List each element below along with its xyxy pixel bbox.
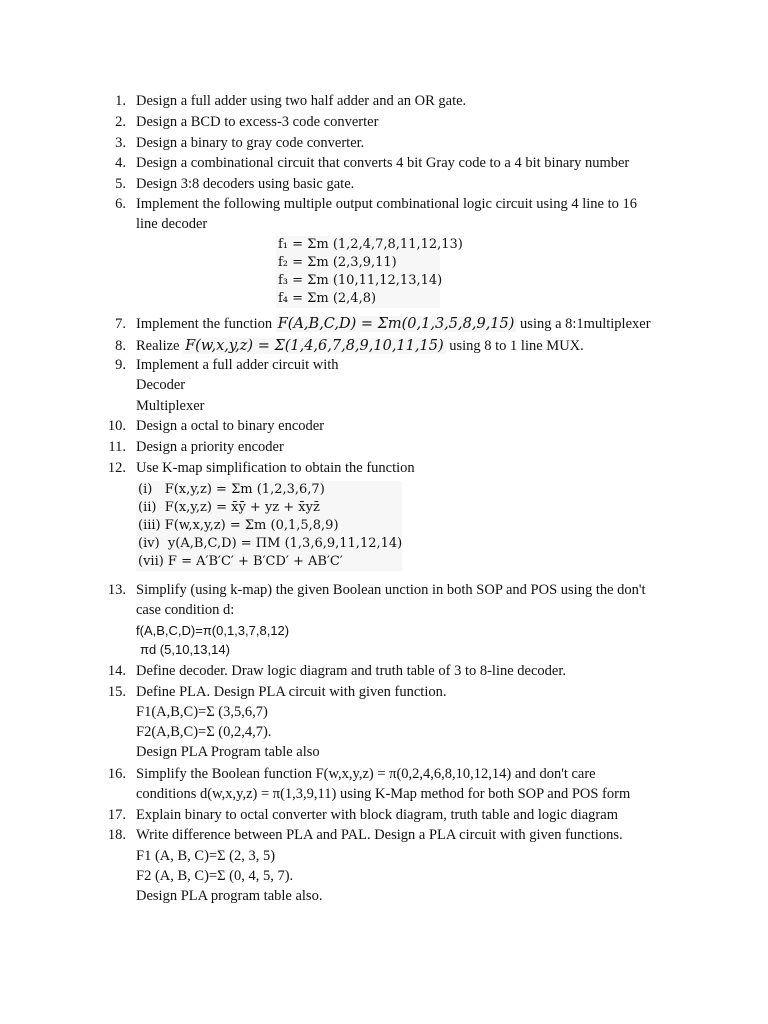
question-text (136, 336, 584, 356)
equation-f2: f₂ = Σm (2,3,9,11) (278, 255, 397, 270)
question-number: 9. (115, 357, 126, 373)
question-text: Define decoder. Draw logic diagram and truth table of 3 to 8-line decoder. (136, 663, 567, 679)
sub-item: F1(A,B,C)=Σ (3,5,6,7) (136, 704, 268, 720)
question-text: Simplify the Boolean function F(w,x,y,z) = π(0,2,4,6,8,10,12,14) and don't care (136, 766, 596, 782)
inline-equation: F(w,x,y,z) = Σ(1,4,6,7,8,9,10,11,15) (185, 338, 444, 354)
equation-ii: (ii) F(x,y,z) = x̄ȳ + yz + x̄yz̄ (138, 500, 320, 515)
question-number: 14. (107, 663, 126, 679)
equation-f3: f₃ = Σm (10,11,12,13,14) (278, 273, 443, 288)
sub-item: F1 (A, B, C)=Σ (2, 3, 5) (136, 848, 276, 864)
question-text: Implement the following multiple output combinational logic circuit using 4 line to 16 (136, 196, 637, 212)
equation-f4: f₄ = Σm (2,4,8) (278, 291, 377, 306)
sub-item: πd (5,10,13,14) (140, 642, 230, 657)
sub-item: Design PLA Program table also (136, 744, 320, 760)
q6-equation-block (276, 236, 463, 308)
equation-iv: (iv) y(A,B,C,D) = ΠM (1,3,6,9,11,12,14) (138, 536, 403, 551)
question-text-post: using 8 to 1 line MUX. (449, 338, 584, 354)
question-number: 8. (115, 338, 126, 354)
question-text: Design a octal to binary encoder (136, 418, 325, 434)
question-number: 16. (107, 766, 126, 782)
question-text: Design a full adder using two half adder and an OR gate. (136, 93, 467, 109)
equation-iii: (iii) F(w,x,y,z) = Σm (0,1,5,8,9) (138, 518, 339, 533)
question-text: Explain binary to octal converter with block diagram, truth table and logic diagram (136, 807, 618, 823)
question-number: 15. (107, 684, 126, 700)
question-text-continued: line decoder (136, 216, 208, 232)
equation-i: (i) F(x,y,z) = Σm (1,2,3,6,7) (138, 482, 325, 497)
question-text: Design 3:8 decoders using basic gate. (136, 176, 355, 192)
question-number: 6. (115, 196, 126, 212)
sub-item: Design PLA program table also. (136, 888, 323, 904)
sub-item: Decoder (136, 377, 186, 393)
equation-f1: f₁ = Σm (1,2,4,7,8,11,12,13) (278, 237, 463, 252)
question-text-post: using a 8:1multiplexer (520, 316, 651, 332)
question-text: Design a BCD to excess-3 code converter (136, 114, 379, 130)
question-number: 1. (115, 93, 126, 109)
question-text-pre: Implement the function (136, 316, 273, 332)
question-number: 5. (115, 176, 126, 192)
sub-item: F2(A,B,C)=Σ (0,2,4,7). (136, 724, 272, 740)
question-text: Design a binary to gray code converter. (136, 135, 365, 151)
question-text: Use K-map simplification to obtain the function (136, 460, 415, 476)
question-text: Design a priority encoder (136, 439, 284, 455)
question-number: 13. (107, 582, 126, 598)
question-text: Implement a full adder circuit with (136, 357, 339, 373)
sub-item: f(A,B,C,D)=π(0,1,3,7,8,12) (136, 623, 290, 638)
question-number: 3. (115, 135, 126, 151)
question-text-continued: case condition d: (136, 602, 235, 618)
question-text (136, 314, 651, 334)
question-number: 2. (115, 114, 126, 130)
equation-vii: (vii) F = A′B′C′ + B′CD′ + AB′C′ (138, 554, 343, 569)
question-text-pre: Realize (136, 338, 180, 354)
question-number: 17. (107, 807, 126, 823)
q12-equation-block (136, 481, 402, 571)
question-text: Write difference between PLA and PAL. Design a PLA circuit with given functions. (136, 827, 623, 843)
question-text: Simplify (using k-map) the given Boolean unction in both SOP and POS using the don't (136, 582, 646, 598)
question-number: 7. (115, 316, 126, 332)
inline-equation: F(A,B,C,D) = Σm(0,1,3,5,8,9,15) (277, 316, 515, 332)
question-number: 10. (107, 418, 126, 434)
question-text: Design a combinational circuit that converts 4 bit Gray code to a 4 bit binary number (136, 155, 630, 171)
question-number: 12. (107, 460, 126, 476)
question-number: 4. (115, 155, 126, 171)
question-number: 11. (108, 439, 126, 455)
sub-item: Multiplexer (136, 398, 205, 414)
question-text: Define PLA. Design PLA circuit with given function. (136, 684, 447, 700)
sub-item: F2 (A, B, C)=Σ (0, 4, 5, 7). (136, 868, 294, 884)
question-text-continued: conditions d(w,x,y,z) = π(1,3,9,11) using K-Map method for both SOP and POS form (136, 786, 631, 802)
question-number: 18. (107, 827, 126, 843)
